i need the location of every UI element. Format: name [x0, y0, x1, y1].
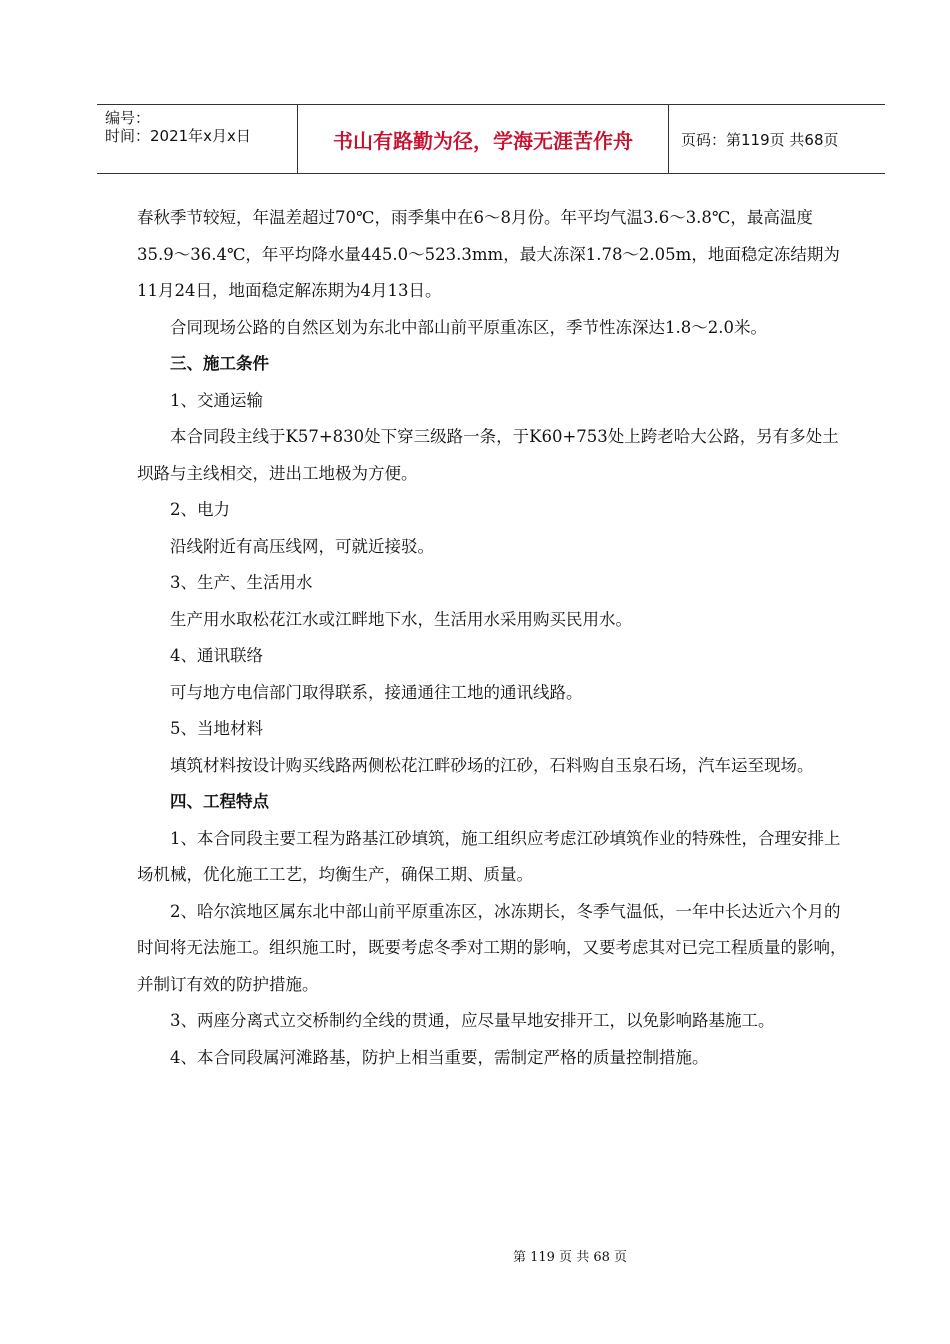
page-header [97, 104, 885, 174]
document-time-label: 时间：2021年x月x日 [105, 127, 251, 145]
header-motto: 书山有路勤为径，学海无涯苦作舟 [297, 105, 669, 173]
paragraph-feature-1: 1、本合同段主要工程为路基江砂填筑，施工组织应考虑江砂填筑作业的特殊性，合理安排上场机械，优化施工工艺，均衡生产，确保工期、质量。 [137, 828, 841, 884]
header-page-label: 页码：第119页 共68页 [681, 130, 839, 149]
document-body [137, 200, 849, 1076]
document-number-label: 编号： [105, 109, 151, 127]
paragraph-feature-2: 2、哈尔滨地区属东北中部山前平原重冻区，冰冻期长，冬季气温低，一年中长达近六个月的时间将无法施工。组织施工时，既要考虑冬季对工期的影响，又要考虑其对已完工程质量的影响，并制订有效的防护措施。 [137, 901, 847, 994]
paragraph-climate: 春秋季节较短，年温差超过70℃，雨季集中在6～8月份。年平均气温3.6～3.8℃，最高温度35.9～36.4℃，年平均降水量445.0～523.3mm，最大冻深1.78～2.05m，地面稳定冻结期为11月24日，地面稳定解冻期为4月13日。 [137, 208, 840, 300]
paragraph-natural-zone: 合同现场公路的自然区划为东北中部山前平原重冻区，季节性冻深达1.8～2.0米。 [170, 317, 767, 337]
paragraph-power: 沿线附近有高压线网，可就近接驳。 [170, 536, 434, 556]
section-heading-project-features: 四、工程特点 [170, 792, 269, 811]
paragraph-water: 生产用水取松花江水或江畔地下水，生活用水采用购买民用水。 [170, 609, 632, 629]
paragraph-local-materials: 填筑材料按设计购买线路两侧松花江畔砂场的江砂，石料购自玉泉石场，汽车运至现场。 [170, 755, 814, 775]
paragraph-feature-3: 3、两座分离式立交桥制约全线的贯通，应尽量早地安排开工，以免影响路基施工。 [170, 1011, 775, 1030]
paragraph-communication: 可与地方电信部门取得联系，接通通往工地的通讯线路。 [170, 682, 583, 702]
subheading-local-materials: 5、当地材料 [170, 719, 263, 738]
paragraph-transport: 本合同段主线于K57+830处下穿三级路一条，于K60+753处上跨老哈大公路，另有多处土坝路与主线相交，进出工地极为方便。 [137, 427, 839, 483]
subheading-water: 3、生产、生活用水 [170, 573, 313, 592]
header-meta [97, 105, 297, 173]
paragraph-feature-4: 4、本合同段属河滩路基，防护上相当重要，需制定严格的质量控制措施。 [170, 1047, 709, 1067]
subheading-communication: 4、通讯联络 [170, 646, 263, 665]
subheading-power: 2、电力 [170, 500, 230, 519]
page-footer: 第 119 页 共 68 页 [512, 1250, 628, 1265]
section-heading-construction-conditions: 三、施工条件 [170, 354, 269, 373]
subheading-transport: 1、交通运输 [170, 390, 263, 410]
